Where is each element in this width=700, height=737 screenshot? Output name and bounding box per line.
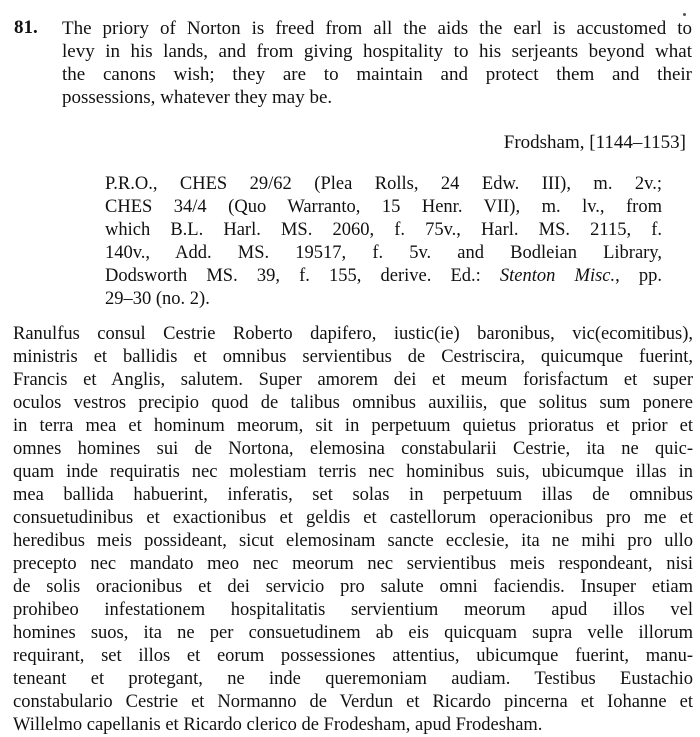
source-line: P.R.O., CHES 29/62 (Plea Rolls, 24 Edw. III), m. 2v.; bbox=[105, 174, 662, 194]
source-line: CHES 34/4 (Quo Warranto, 15 Henr. VII), m. lv., from bbox=[105, 197, 662, 217]
source-line: 29–30 (no. 2). bbox=[105, 289, 210, 309]
summary-line: The priory of Norton is freed from all the aids the earl is accustomed to bbox=[62, 18, 692, 39]
charter-line: Francis et Anglis, salutem. Super amorem dei et meum forisfactum et super bbox=[13, 370, 693, 390]
source-line-text: Dodsworth MS. 39, f. 155, derive. Ed.: bbox=[105, 266, 500, 286]
charter-line: quam inde requiratis nec molestiam terris nec hominibus suis, ubicumque illas in bbox=[13, 462, 693, 482]
entry-number: 81. bbox=[14, 17, 38, 38]
source-line: 140v., Add. MS. 19517, f. 5v. and Bodleian Library, bbox=[105, 243, 662, 263]
source-references bbox=[105, 173, 662, 311]
charter-line: Ranulfus consul Cestrie Roberto dapifero, iustic(ie) baronibus, vic(ecomitibus), bbox=[13, 324, 693, 344]
charter-line: omnes homines sui de Nortona, elemosina constabularii Cestrie, ita ne quic- bbox=[13, 439, 693, 459]
charter-line: ministris et ballidis et omnibus servientibus de Cestriscira, quicumque fuerint, bbox=[13, 347, 693, 367]
charter-text bbox=[13, 323, 693, 737]
edition-pages: , pp. bbox=[615, 266, 662, 286]
charter-line: constabulario Cestrie et Normanno de Verdun et Ricardo pincerna et Iohanne et bbox=[13, 692, 693, 712]
charter-line: requirant, set illos et eorum possessiones attentius, ubicumque fuerint, manu- bbox=[13, 646, 693, 666]
charter-line: teneant et protegant, ne inde queremoniam audiam. Testibus Eustachio bbox=[13, 669, 693, 689]
speck-mark bbox=[683, 13, 686, 16]
charter-line: homines suos, ita ne per consuetudinem ab eis quicquam supra velle illorum bbox=[13, 623, 693, 643]
charter-line: prohibeo infestationem hospitalitatis servientium meorum apud illos vel bbox=[13, 600, 693, 620]
charter-line: Willelmo capellanis et Ricardo clerico de Frodesham, apud Frodesham. bbox=[13, 715, 543, 735]
charter-line: oculos vestros precipio quod de talibus omnibus auxiliis, que solitus sum ponere bbox=[13, 393, 693, 413]
edition-title: Stenton Misc. bbox=[499, 266, 616, 286]
charter-line: consuetudinibus et exactionibus et geldis et castellorum operacionibus pro me et bbox=[13, 508, 693, 528]
place-date: Frodsham, [1144–1153] bbox=[503, 132, 686, 153]
summary-line: the canons wish; they are to maintain and protect them and their bbox=[62, 64, 692, 85]
source-line: which B.L. Harl. MS. 2060, f. 75v., Harl. MS. 2115, f. bbox=[105, 220, 662, 240]
entry-summary bbox=[62, 17, 692, 109]
source-line bbox=[105, 265, 662, 288]
charter-line: in terra mea et hominum meorum, sit in perpetuum quietus prioratus et prior et bbox=[13, 416, 693, 436]
charter-line: precepto nec mandato meo nec meorum nec servientibus meis respondeant, nisi bbox=[13, 554, 693, 574]
summary-line: possessions, whatever they may be. bbox=[62, 87, 333, 108]
charter-line: mea ballida habuerint, inferatis, set solas in perpetuum illas de omnibus bbox=[13, 485, 693, 505]
charter-line: de solis oracionibus et dei servicio pro salute omni faciendis. Insuper etiam bbox=[13, 577, 693, 597]
summary-line: levy in his lands, and from giving hospitality to his serjeants beyond what bbox=[62, 41, 692, 62]
charter-line: heredibus meis possideant, sicut elemosinam sancte ecclesie, ita ne mihi pro ullo bbox=[13, 531, 693, 551]
